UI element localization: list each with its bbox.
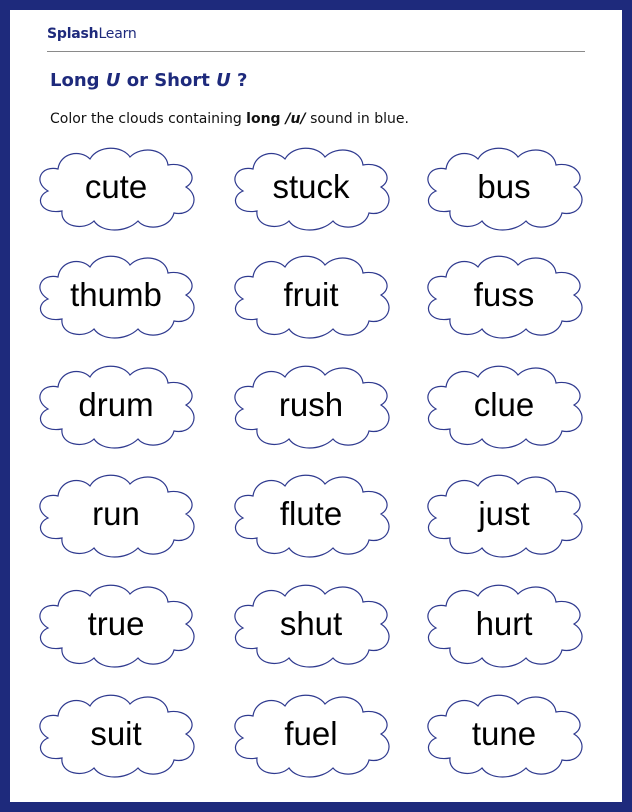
instruction-part-1: Color the clouds containing xyxy=(50,111,247,127)
title-text-2: or Short xyxy=(120,70,217,91)
cloud-thumb[interactable] xyxy=(32,249,200,341)
instruction-bold: long xyxy=(246,111,286,127)
cloud-shut[interactable] xyxy=(227,578,395,670)
title-text-3: ? xyxy=(230,70,248,91)
cloud-word: suit xyxy=(90,715,142,752)
cloud-word: hurt xyxy=(475,605,533,642)
cloud-word: cute xyxy=(84,168,148,205)
cloud-suit[interactable] xyxy=(32,688,200,780)
cloud-word: true xyxy=(87,605,145,642)
cloud-cute[interactable] xyxy=(32,141,200,233)
title-u-2: U xyxy=(216,70,231,91)
cloud-word: thumb xyxy=(70,276,162,313)
title-u-1: U xyxy=(105,70,121,91)
cloud-true[interactable] xyxy=(32,578,200,670)
cloud-word: fuel xyxy=(284,715,338,752)
instruction-part-2: sound in blue. xyxy=(305,111,409,127)
cloud-drum[interactable] xyxy=(32,359,200,451)
instruction-sound: /u/ xyxy=(285,111,306,127)
cloud-word: run xyxy=(92,495,140,532)
cloud-clue[interactable] xyxy=(420,359,588,451)
cloud-word: shut xyxy=(279,605,343,642)
cloud-run[interactable] xyxy=(32,468,200,560)
title-text-1: Long xyxy=(50,70,106,91)
worksheet-page xyxy=(10,10,622,802)
cloud-word: stuck xyxy=(272,168,350,205)
cloud-fruit[interactable] xyxy=(227,249,395,341)
brand-regular: Learn xyxy=(98,26,137,42)
cloud-word: fuss xyxy=(473,276,535,313)
cloud-fuss[interactable] xyxy=(420,249,588,341)
cloud-stuck[interactable] xyxy=(227,141,395,233)
brand-bold: Splash xyxy=(47,26,99,42)
cloud-tune[interactable] xyxy=(420,688,588,780)
cloud-word: drum xyxy=(78,386,154,423)
cloud-bus[interactable] xyxy=(420,141,588,233)
cloud-word: rush xyxy=(278,386,344,423)
cloud-word: clue xyxy=(473,386,535,423)
cloud-grid xyxy=(10,10,622,802)
cloud-hurt[interactable] xyxy=(420,578,588,670)
cloud-rush[interactable] xyxy=(227,359,395,451)
cloud-word: flute xyxy=(279,495,343,532)
cloud-just[interactable] xyxy=(420,468,588,560)
cloud-fuel[interactable] xyxy=(227,688,395,780)
cloud-word: fruit xyxy=(283,276,339,313)
cloud-word: tune xyxy=(471,715,537,752)
cloud-flute[interactable] xyxy=(227,468,395,560)
cloud-word: just xyxy=(478,495,530,532)
cloud-word: bus xyxy=(477,168,531,205)
